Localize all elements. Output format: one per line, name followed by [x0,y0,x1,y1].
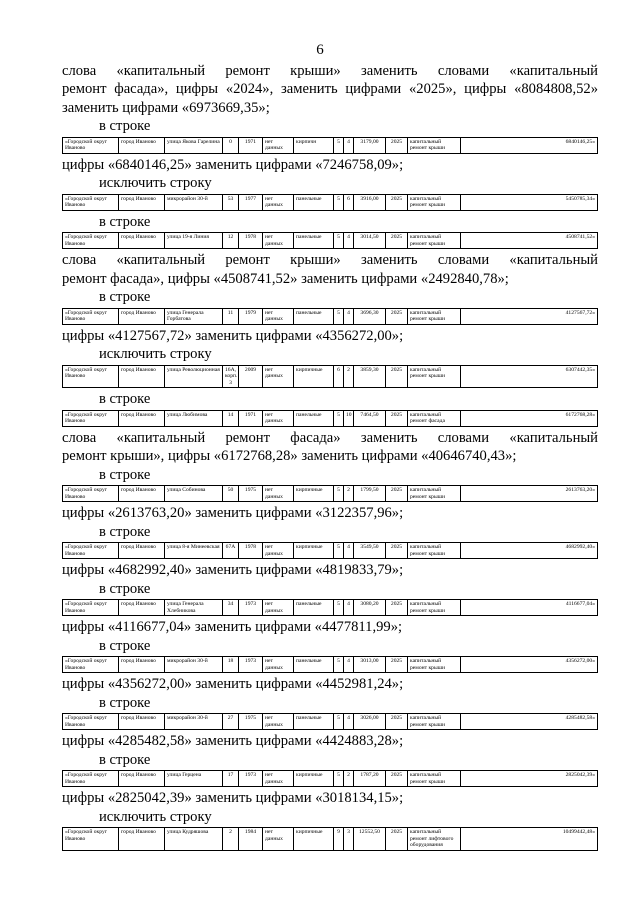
instruction-label: в строке [99,694,151,711]
paragraph-line: цифры «4682992,40» заменить цифрами «4819833,79»; [62,562,404,579]
paragraph-line: ремонт фасада», цифры «2024», заменить цифрами «2025», цифры «8084808,52» [62,81,598,98]
table-cell: улица Генерала Хлебникова [165,600,223,616]
register-row-table [62,542,598,559]
table-cell: панельные [294,714,334,730]
table-cell: нет данных [263,543,294,559]
table-cell: 2025 [386,600,408,616]
paragraph-line: цифры «2613763,20» заменить цифрами «3122357,96»; [62,505,404,522]
table-cell: нет данных [263,308,294,324]
table-cell: улица Любимова [165,410,223,426]
table-cell: нет данных [263,137,294,153]
table-cell: 5 [334,714,344,730]
table-row [63,543,598,559]
table-cell: «Городской округ Иваново [63,714,119,730]
table-cell: 12 [223,233,239,249]
table-row [63,657,598,673]
table-cell: 5 [334,657,344,673]
table-cell: город Иваново [119,308,165,324]
table-cell: улица 8-я Минеевская [165,543,223,559]
table-cell: 2825042,39» [461,771,598,787]
table-cell: капитальный ремонт крыши [408,714,461,730]
table-cell: 5 [334,308,344,324]
table-cell: капитальный ремонт крыши [408,600,461,616]
table-cell: «Городской округ Иваново [63,657,119,673]
table-cell: 67А [223,543,239,559]
table-cell: кирпичные [294,486,334,502]
table-cell: нет данных [263,410,294,426]
table-cell: «Городской округ Иваново [63,233,119,249]
table-cell: 3013,00 [354,657,386,673]
table-cell: панельные [294,600,334,616]
table-cell: нет данных [263,600,294,616]
table-cell: нет данных [263,365,294,388]
table-cell: 1984 [239,828,263,851]
instruction-label: в строке [99,118,151,135]
table-cell: нет данных [263,194,294,210]
table-cell: «Городской округ Иваново [63,137,119,153]
table-cell: капитальный ремонт фасада [408,410,461,426]
register-row-table [62,485,598,502]
table-cell: панельные [294,657,334,673]
table-cell: кирпичные [294,771,334,787]
paragraph-line: слова «капитальный ремонт крыши» заменить словами «капитальный [62,252,598,269]
table-row [63,137,598,153]
table-cell: кирпичные [294,543,334,559]
table-cell: 16А, корп. 3 [223,365,239,388]
table-cell: 2 [223,828,239,851]
table-cell: 5 [334,543,344,559]
table-cell: 3916,00 [354,194,386,210]
table-cell: 2025 [386,657,408,673]
table-cell: 2 [344,486,354,502]
document-body [62,62,598,853]
table-cell: 4127567,72» [461,308,598,324]
table-cell: 2025 [386,137,408,153]
table-cell: 3014,50 [354,233,386,249]
table-cell: улица Собинова [165,486,223,502]
table-cell: город Иваново [119,657,165,673]
table-cell: микрорайон 30-й [165,194,223,210]
table-cell: 4 [344,137,354,153]
table-cell: 2025 [386,771,408,787]
table-cell: 11 [223,308,239,324]
page-number: 6 [316,42,324,58]
paragraph-line: ремонт крыши», цифры «6172768,28» заменить цифрами «40646740,43»; [62,448,517,465]
table-cell: микрорайон 30-й [165,657,223,673]
table-cell: кирпичн [294,137,334,153]
table-cell: «Городской округ Иваново [63,410,119,426]
table-row [63,486,598,502]
paragraph-line: заменить цифрами «6973669,35»; [62,99,270,116]
table-row [63,600,598,616]
table-cell: 2025 [386,543,408,559]
table-cell: 1977 [239,194,263,210]
table-cell: 5 [334,233,344,249]
table-cell: «Городской округ Иваново [63,365,119,388]
table-cell: 0 [223,137,239,153]
table-cell: 4 [344,600,354,616]
table-cell: капитальный ремонт крыши [408,657,461,673]
paragraph-line: ремонт фасада», цифры «4508741,52» заменить цифрами «2492840,78»; [62,270,509,287]
table-cell: «Городской округ Иваново [63,828,119,851]
table-cell: улица Герцена [165,771,223,787]
table-cell: 10 [344,410,354,426]
table-cell: 2025 [386,828,408,851]
table-cell: город Иваново [119,486,165,502]
table-cell: 4 [344,543,354,559]
table-cell: 4 [344,714,354,730]
table-row [63,233,598,249]
table-cell: улица Революционная [165,365,223,388]
paragraph-line: слова «капитальный ремонт фасада» заменить словами «капитальный [62,430,598,446]
table-cell: 1975 [239,714,263,730]
table-cell: 2009 [239,365,263,388]
instruction-label: в строке [99,213,151,230]
register-row-table [62,713,598,730]
table-cell: 3549,50 [354,543,386,559]
paragraph-line: цифры «2825042,39» заменить цифрами «3018134,15»; [62,790,404,807]
table-cell: 2025 [386,486,408,502]
table-cell: 17 [223,771,239,787]
table-row [63,771,598,787]
instruction-label: в строке [99,637,151,654]
table-cell: город Иваново [119,600,165,616]
register-row-table [62,770,598,787]
table-cell: 5 [334,194,344,210]
table-cell: 4 [344,657,354,673]
table-cell: нет данных [263,657,294,673]
table-cell: «Городской округ Иваново [63,308,119,324]
table-cell: 5 [334,771,344,787]
table-cell: 1973 [239,657,263,673]
table-cell: город Иваново [119,771,165,787]
table-cell: нет данных [263,771,294,787]
table-cell: 27 [223,714,239,730]
paragraph-line: цифры «4356272,00» заменить цифрами «4452981,24»; [62,676,404,693]
table-cell: 3696,30 [354,308,386,324]
instruction-label: исключить строку [99,808,212,825]
paragraph-line: цифры «4116677,04» заменить цифрами «4477811,99»; [62,619,403,636]
table-cell: 1787,20 [354,771,386,787]
table-cell: 1971 [239,410,263,426]
table-cell: 2025 [386,233,408,249]
table-cell: 6 [334,365,344,388]
instruction-label: в строке [99,523,151,540]
table-cell: 3026,00 [354,714,386,730]
instruction-label: в строке [99,391,151,408]
table-cell: панельные [294,410,334,426]
table-cell: капитальный ремонт крыши [408,365,461,388]
table-cell: нет данных [263,714,294,730]
table-cell: кирпичные [294,828,334,851]
table-cell: 4508741,52» [461,233,598,249]
table-cell: 3080,20 [354,600,386,616]
table-cell: город Иваново [119,828,165,851]
paragraph-line: слова «капитальный ремонт крыши» заменить словами «капитальный [62,63,598,79]
instruction-label: в строке [99,751,151,768]
table-row [63,714,598,730]
register-row-table [62,656,598,673]
table-cell: 1971 [239,137,263,153]
table-row [63,410,598,426]
table-cell: 2613763,20» [461,486,598,502]
table-cell: «Городской округ Иваново [63,600,119,616]
table-cell: 1975 [239,486,263,502]
table-cell: 5 [334,137,344,153]
table-cell: 6307442,35» [461,365,598,388]
table-cell: 5 [334,600,344,616]
table-cell: 1978 [239,233,263,249]
table-cell: капитальный ремонт крыши [408,137,461,153]
table-cell: панельные [294,308,334,324]
table-cell: 6172768,28» [461,410,598,426]
table-cell: капитальный ремонт крыши [408,194,461,210]
table-cell: 1973 [239,771,263,787]
table-cell: 2 [344,365,354,388]
table-cell: 2 [344,771,354,787]
register-row-table [62,599,598,616]
table-cell: 12552,50 [354,828,386,851]
table-row [63,828,598,851]
table-cell: 2025 [386,194,408,210]
table-cell: город Иваново [119,714,165,730]
table-cell: капитальный ремонт крыши [408,486,461,502]
table-cell: 34 [223,600,239,616]
table-cell: 4 [344,308,354,324]
table-cell: 1799,50 [354,486,386,502]
table-cell: капитальный ремонт крыши [408,771,461,787]
table-cell: 14 [223,410,239,426]
table-cell: нет данных [263,828,294,851]
table-row [63,308,598,324]
table-cell: 1978 [239,543,263,559]
table-cell: капитальный ремонт крыши [408,233,461,249]
instruction-label: в строке [99,466,151,483]
table-cell: «Городской округ Иваново [63,486,119,502]
table-cell: 2025 [386,365,408,388]
paragraph-line: цифры «6840146,25» заменить цифрами «7246758,09»; [62,156,404,173]
table-cell: микрорайон 30-й [165,714,223,730]
table-cell: кирпичные [294,365,334,388]
table-cell: 53 [223,194,239,210]
table-cell: улица 19-я Линия [165,233,223,249]
table-cell: город Иваново [119,194,165,210]
table-cell: 2025 [386,714,408,730]
table-cell: 7464,50 [354,410,386,426]
table-cell: 1979 [239,308,263,324]
table-cell: город Иваново [119,137,165,153]
table-cell: 9 [334,828,344,851]
table-cell: капитальный ремонт лифтового оборудования [408,828,461,851]
table-cell: 1973 [239,600,263,616]
instruction-label: исключить строку [99,175,212,192]
table-cell: 3 [344,828,354,851]
table-cell: 4 [344,233,354,249]
paragraph-line: цифры «4127567,72» заменить цифрами «4356272,00»; [62,327,404,344]
table-cell: 3179,00 [354,137,386,153]
register-row-table [62,365,598,389]
table-row [63,194,598,210]
table-cell: 10499442,48» [461,828,598,851]
table-row [63,365,598,388]
paragraph-line: цифры «4285482,58» заменить цифрами «4424883,28»; [62,733,404,750]
table-cell: 50 [223,486,239,502]
table-cell: «Городской округ Иваново [63,194,119,210]
instruction-label: исключить строку [99,346,212,363]
table-cell: 2025 [386,410,408,426]
table-cell: город Иваново [119,410,165,426]
table-cell: город Иваново [119,543,165,559]
table-cell: нет данных [263,486,294,502]
table-cell: 4116677,04» [461,600,598,616]
table-cell: улица Якова Гарелина [165,137,223,153]
instruction-label: в строке [99,580,151,597]
table-cell: 18 [223,657,239,673]
table-cell: 6840146,25» [461,137,598,153]
table-cell: 6 [344,194,354,210]
register-row-table [62,410,598,427]
table-cell: 5 [334,486,344,502]
table-cell: капитальный ремонт крыши [408,308,461,324]
register-row-table [62,827,598,851]
instruction-label: в строке [99,289,151,306]
table-cell: панельные [294,194,334,210]
table-cell: «Городской округ Иваново [63,543,119,559]
table-cell: 5 [334,410,344,426]
register-row-table [62,137,598,154]
table-cell: капитальный ремонт крыши [408,543,461,559]
table-cell: улица Кудряшова [165,828,223,851]
table-cell: 4356272,00» [461,657,598,673]
table-cell: нет данных [263,233,294,249]
table-cell: улица Генерала Горбатова [165,308,223,324]
table-cell: 4682992,40» [461,543,598,559]
table-cell: город Иваново [119,233,165,249]
table-cell: 3859,30 [354,365,386,388]
table-cell: 5450785,34» [461,194,598,210]
table-cell: 2025 [386,308,408,324]
register-row-table [62,308,598,325]
table-cell: панельные [294,233,334,249]
table-cell: город Иваново [119,365,165,388]
register-row-table [62,194,598,211]
register-row-table [62,232,598,249]
table-cell: «Городской округ Иваново [63,771,119,787]
table-cell: 4285482,58» [461,714,598,730]
